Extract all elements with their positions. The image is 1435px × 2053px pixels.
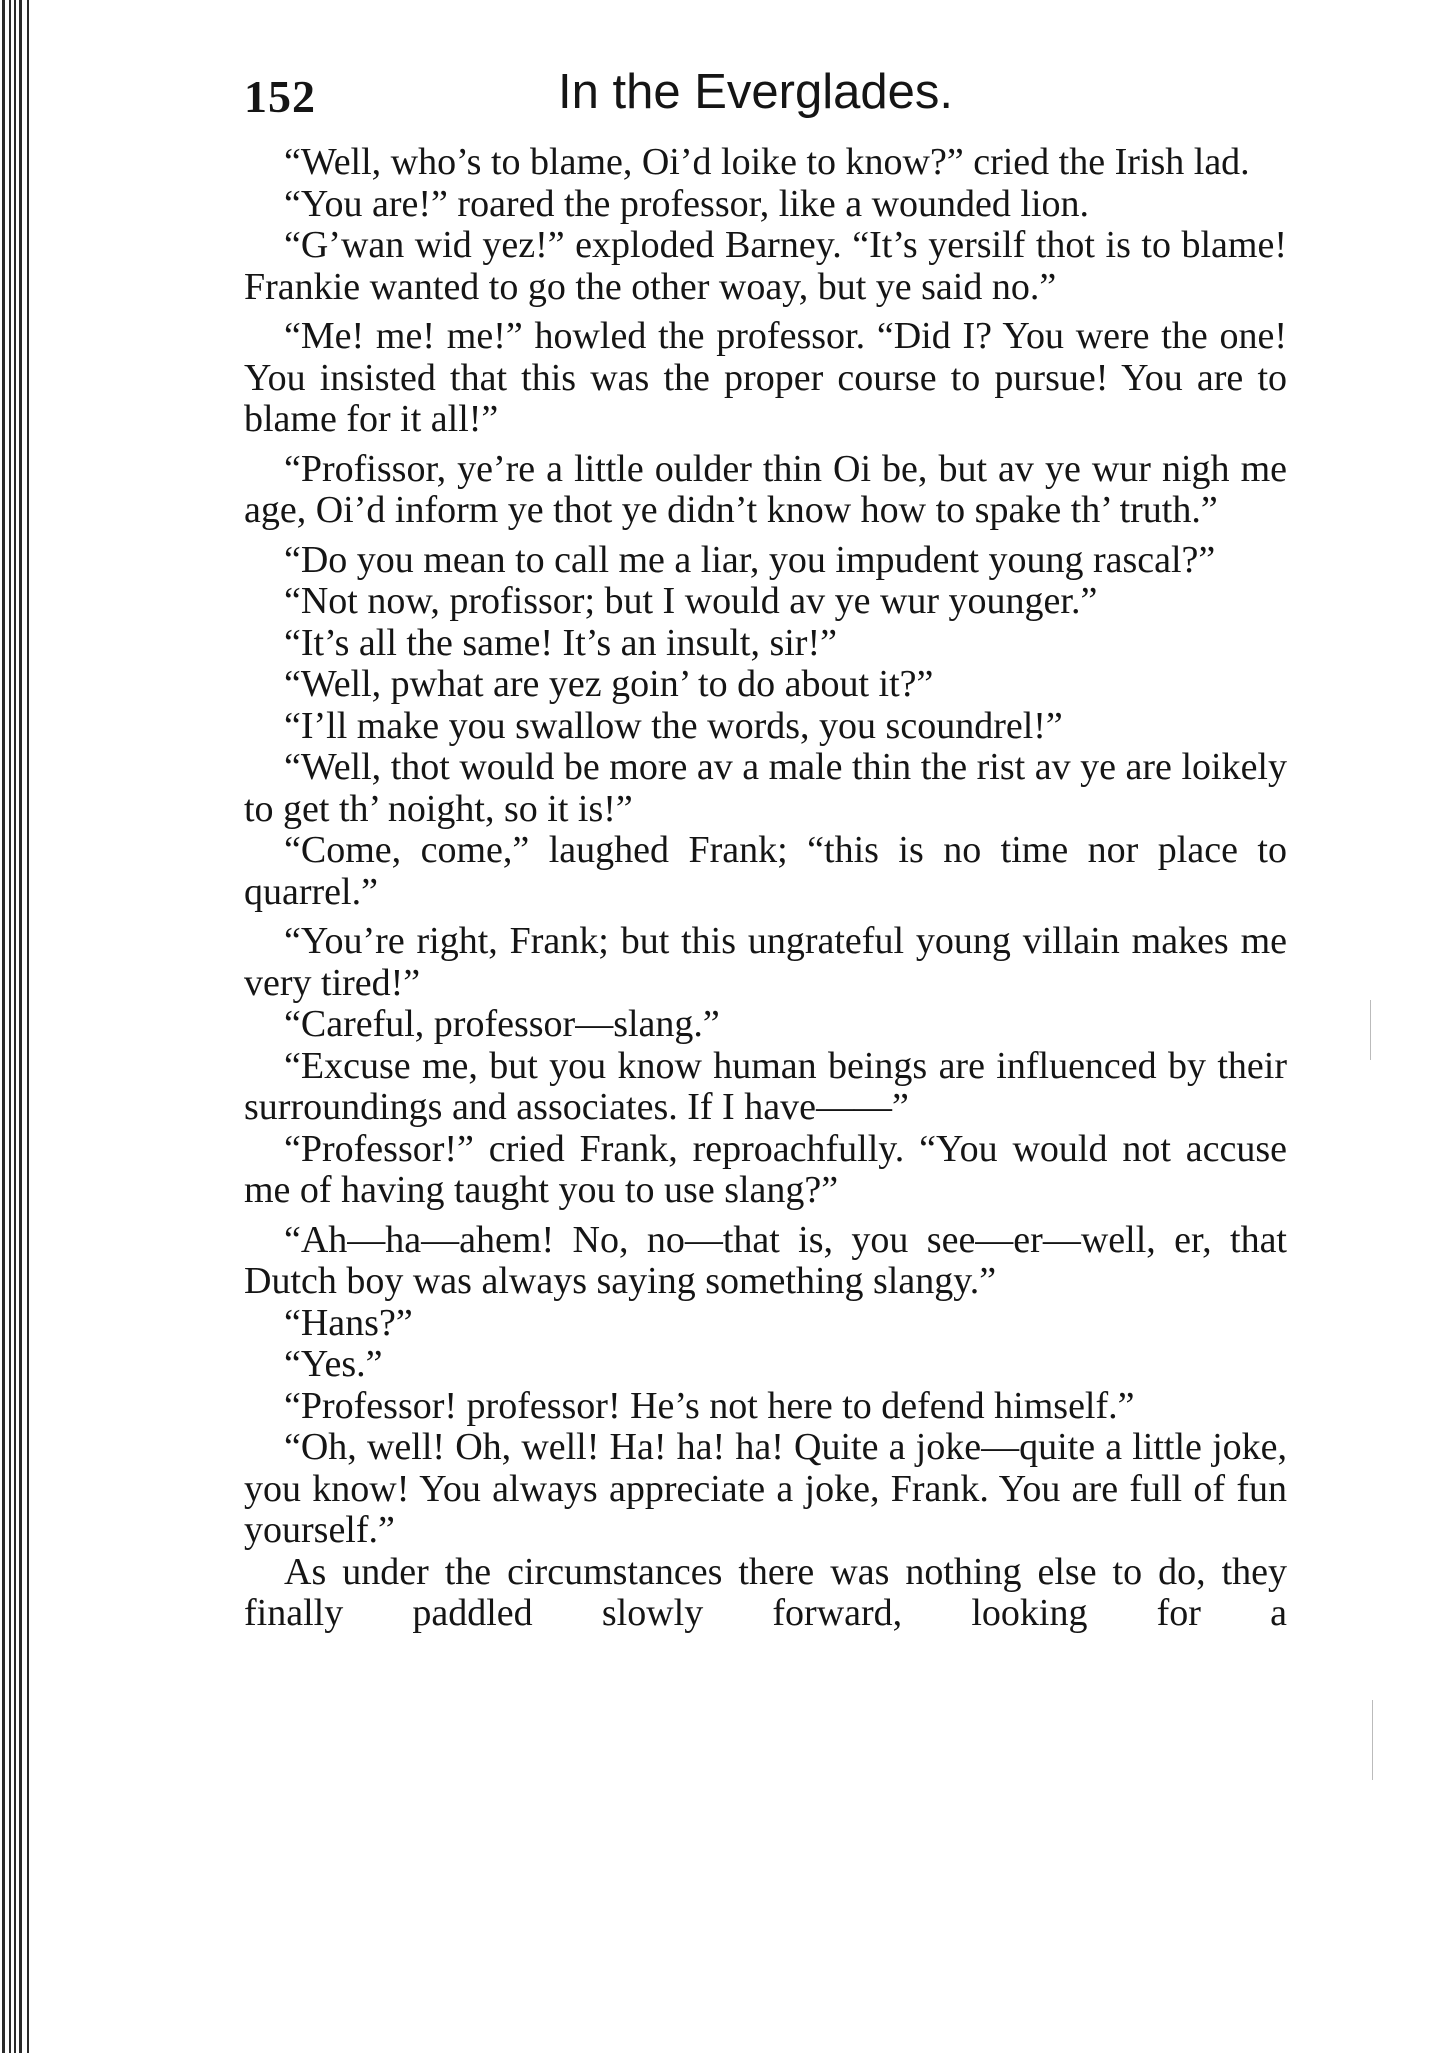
paragraph: “Excuse me, but you know human beings are influenced by their surroundings and associates. If I have——” xyxy=(244,1044,1287,1128)
paragraph: “Me! me! me!” howled the professor. “Did I? You were the one! You insisted that this was the proper course to pursue! You are to blame for it all!” xyxy=(244,315,1287,440)
paragraph: “Well, thot would be more av a male thin the rist av ye are loikely to get th’ noight, so it is!” xyxy=(244,746,1287,830)
paragraph: “Careful, professor—slang.” xyxy=(284,1003,720,1045)
paragraph: “Hans?” xyxy=(284,1301,413,1344)
running-title: In the Everglades. xyxy=(558,65,953,119)
paragraph: “Ah—ha—ahem! No, no—that is, you see—er—well, er, that Dutch boy was always saying something slangy.” xyxy=(244,1218,1287,1302)
paragraph: “It’s all the same! It’s an insult, sir!” xyxy=(284,621,837,664)
book-page xyxy=(244,60,1287,1635)
paragraph: “Profissor, ye’re a little oulder thin Oi be, but av ye wur nigh me age, Oi’d inform ye thot ye didn’t know how to spake th’ truth.” xyxy=(244,447,1287,531)
paragraph: As under the circumstances there was nothing else to do, they finally paddled slowly forward, looking for a xyxy=(244,1550,1287,1634)
paragraph: “Professor!” cried Frank, reproachfully. “You would not accuse me of having taught you to use slang?” xyxy=(244,1127,1287,1211)
paragraph: “Yes.” xyxy=(284,1343,383,1385)
paragraph: “Come, come,” laughed Frank; “this is no time nor place to quarrel.” xyxy=(244,829,1287,913)
paragraph: “You are!” roared the professor, like a wounded lion. xyxy=(284,182,1090,225)
page-header xyxy=(244,60,1287,142)
paragraph: “Well, pwhat are yez goin’ to do about it?” xyxy=(284,663,934,705)
scan-mark xyxy=(1370,1000,1371,1060)
paragraph: “Not now, profissor; but I would av ye wur younger.” xyxy=(284,580,1098,622)
scan-mark xyxy=(1372,1700,1373,1780)
page-number: 152 xyxy=(244,71,316,122)
body-text xyxy=(244,142,1287,1635)
paragraph: “Do you mean to call me a liar, you impudent young rascal?” xyxy=(284,538,1216,581)
paragraph: “You’re right, Frank; but this ungrateful young villain makes me very tired!” xyxy=(244,920,1287,1004)
paragraph: “Professor! professor! He’s not here to defend himself.” xyxy=(284,1384,1135,1427)
paragraph: “Well, who’s to blame, Oi’d loike to know?” cried the Irish lad. xyxy=(284,141,1250,183)
binding-edge xyxy=(0,0,60,2053)
paragraph: “Oh, well! Oh, well! Ha! ha! ha! Quite a joke—quite a little joke, you know! You always appreciate a joke, Frank. You are full of fun yourself.” xyxy=(244,1426,1287,1551)
paragraph: “I’ll make you swallow the words, you scoundrel!” xyxy=(284,704,1063,747)
paragraph: “G’wan wid yez!” exploded Barney. “It’s yersilf thot is to blame! Frankie wanted to go the other woay, but ye said no.” xyxy=(244,224,1287,308)
